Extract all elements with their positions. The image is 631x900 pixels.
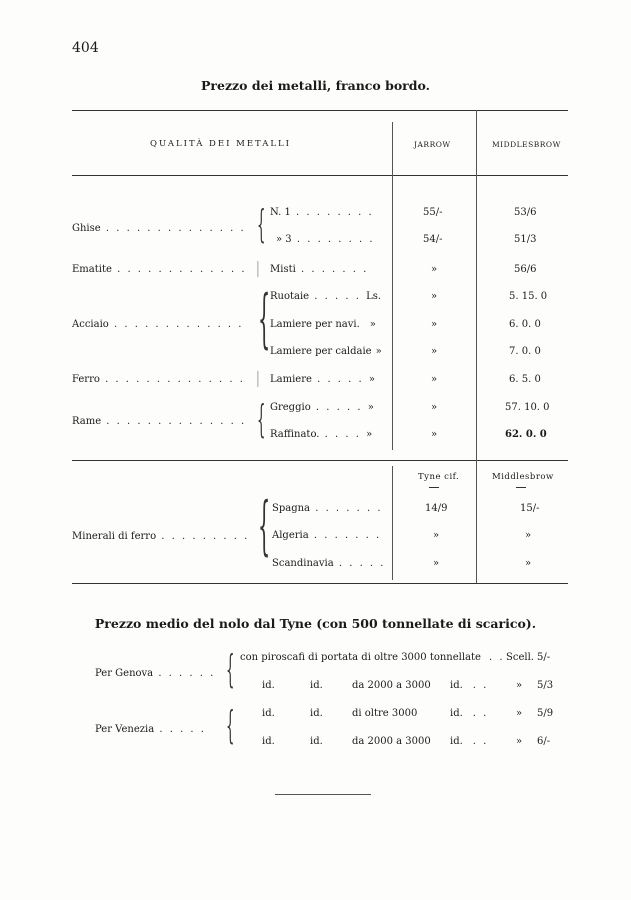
freight-row-2-unit: » bbox=[516, 680, 523, 691]
item-lamiere-navi: Lamiere per navi. » bbox=[270, 319, 376, 330]
jarrow-raffinato: » bbox=[431, 429, 438, 440]
tyne-algeria: » bbox=[433, 530, 440, 541]
middlesbrow-algeria: » bbox=[525, 530, 532, 541]
group-label-acciaio: Acciaio . . . . . . . . . . . . . bbox=[72, 319, 244, 330]
brace-ghise: { bbox=[257, 202, 266, 246]
section-divider-rule bbox=[72, 460, 568, 461]
freight-row-2-b: id. bbox=[310, 680, 323, 691]
item-n1: N. 1 . . . . . . . . bbox=[270, 207, 374, 218]
freight-row-4-unit: » bbox=[516, 736, 523, 747]
group-label-rame: Rame . . . . . . . . . . . . . . bbox=[72, 416, 247, 427]
header-middlesbrow: MIDDLESBROW bbox=[492, 140, 561, 149]
item-ruotaie: Ruotaie . . . . . Ls. bbox=[270, 291, 382, 302]
column-divider-4 bbox=[476, 460, 477, 583]
item-spagna: Spagna . . . . . . . bbox=[272, 503, 383, 514]
jarrow-misti: » bbox=[431, 264, 438, 275]
middlesbrow-spagna: 15/- bbox=[520, 503, 540, 514]
header-middlesbrow-2: Middlesbrow bbox=[492, 472, 554, 482]
item-misti: Misti . . . . . . . bbox=[270, 264, 369, 275]
middlesbrow-scandinavia: » bbox=[525, 558, 532, 569]
item-algeria: Algeria . . . . . . . bbox=[272, 530, 382, 541]
page-number: 404 bbox=[72, 40, 99, 56]
tyne-underline bbox=[429, 487, 439, 488]
middlesbrow-lamiere-ferro: 6. 5. 0 bbox=[509, 374, 541, 385]
header-bottom-rule bbox=[72, 175, 568, 176]
freight-row-1-value: 5/- bbox=[537, 652, 551, 663]
brace-rame: { bbox=[257, 397, 266, 441]
item-greggio: Greggio . . . . . » bbox=[270, 402, 374, 413]
brace-ematite: | bbox=[257, 258, 259, 277]
group-label-minerali: Minerali di ferro . . . . . . . . . bbox=[72, 531, 250, 542]
brace-venezia: { bbox=[226, 703, 235, 747]
item-raffinato: Raffinato. . . . . » bbox=[270, 429, 373, 440]
freight-row-3-value: 5/9 bbox=[537, 708, 554, 719]
jarrow-greggio: » bbox=[431, 402, 438, 413]
tyne-scandinavia: » bbox=[433, 558, 440, 569]
table-bottom-rule bbox=[72, 583, 568, 584]
label-genova: Per Genova . . . . . . bbox=[95, 668, 216, 679]
freight-row-2-value: 5/3 bbox=[537, 680, 554, 691]
freight-row-4-c: da 2000 a 3000 bbox=[352, 736, 431, 747]
middlesbrow-lamiere-caldaie: 7. 0. 0 bbox=[509, 346, 541, 357]
brace-minerali: { bbox=[258, 489, 271, 563]
column-divider-3 bbox=[392, 466, 393, 580]
header-tyne-cif: Tyne cif. bbox=[418, 472, 460, 482]
label-venezia: Per Venezia . . . . . bbox=[95, 724, 206, 735]
jarrow-n3: 54/- bbox=[423, 234, 443, 245]
column-divider-1 bbox=[392, 122, 393, 450]
brace-genova: { bbox=[226, 647, 235, 691]
jarrow-ruotaie: » bbox=[431, 291, 438, 302]
freight-row-3-a: id. bbox=[262, 708, 275, 719]
freight-row-3-unit: » bbox=[516, 708, 523, 719]
freight-row-2-a: id. bbox=[262, 680, 275, 691]
middlesbrow-underline bbox=[516, 487, 526, 488]
header-quality: QUALITÀ DEI METALLI bbox=[150, 139, 292, 149]
item-lamiere-ferro: Lamiere . . . . . » bbox=[270, 374, 375, 385]
middlesbrow-ruotaie: 5. 15. 0 bbox=[509, 291, 548, 302]
freight-row-4-a: id. bbox=[262, 736, 275, 747]
jarrow-lamiere-navi: » bbox=[431, 319, 438, 330]
freight-row-2-d: id. . . bbox=[450, 680, 489, 691]
jarrow-n1: 55/- bbox=[423, 207, 443, 218]
group-label-ghise: Ghise . . . . . . . . . . . . . . bbox=[72, 223, 246, 234]
freight-title: Prezzo medio del nolo dal Tyne (con 500 tonnellate di scarico). bbox=[94, 616, 537, 631]
item-scandinavia: Scandinavia . . . . . bbox=[272, 558, 386, 569]
tyne-spagna: 14/9 bbox=[425, 503, 448, 514]
freight-row-4-d: id. . . bbox=[450, 736, 489, 747]
column-divider-2 bbox=[476, 110, 477, 460]
middlesbrow-raffinato: 62. 0. 0 bbox=[505, 429, 547, 440]
freight-row-3-b: id. bbox=[310, 708, 323, 719]
brace-ferro: | bbox=[257, 368, 259, 387]
header-jarrow: JARROW bbox=[414, 140, 451, 149]
freight-row-4-b: id. bbox=[310, 736, 323, 747]
brace-acciaio: { bbox=[258, 282, 271, 356]
table-top-rule bbox=[72, 110, 568, 111]
closing-rule bbox=[275, 794, 371, 795]
jarrow-lamiere-ferro: » bbox=[431, 374, 438, 385]
middlesbrow-n1: 53/6 bbox=[514, 207, 537, 218]
freight-row-3-c: di oltre 3000 bbox=[352, 708, 418, 719]
freight-row-1: con piroscafi di portata di oltre 3000 tonnellate . . bbox=[240, 652, 505, 663]
freight-row-3-d: id. . . bbox=[450, 708, 489, 719]
jarrow-lamiere-caldaie: » bbox=[431, 346, 438, 357]
group-label-ematite: Ematite . . . . . . . . . . . . . bbox=[72, 264, 247, 275]
group-label-ferro: Ferro . . . . . . . . . . . . . . bbox=[72, 374, 245, 385]
item-n3: » 3 . . . . . . . . bbox=[276, 234, 375, 245]
freight-row-2-c: da 2000 a 3000 bbox=[352, 680, 431, 691]
middlesbrow-greggio: 57. 10. 0 bbox=[505, 402, 550, 413]
freight-row-4-value: 6/- bbox=[537, 736, 551, 747]
item-lamiere-caldaie: Lamiere per caldaie » bbox=[270, 346, 382, 357]
middlesbrow-lamiere-navi: 6. 0. 0 bbox=[509, 319, 541, 330]
table-title: Prezzo dei metalli, franco bordo. bbox=[201, 78, 430, 93]
middlesbrow-misti: 56/6 bbox=[514, 264, 537, 275]
middlesbrow-n3: 51/3 bbox=[514, 234, 537, 245]
freight-row-1-unit: Scell. bbox=[506, 652, 534, 663]
